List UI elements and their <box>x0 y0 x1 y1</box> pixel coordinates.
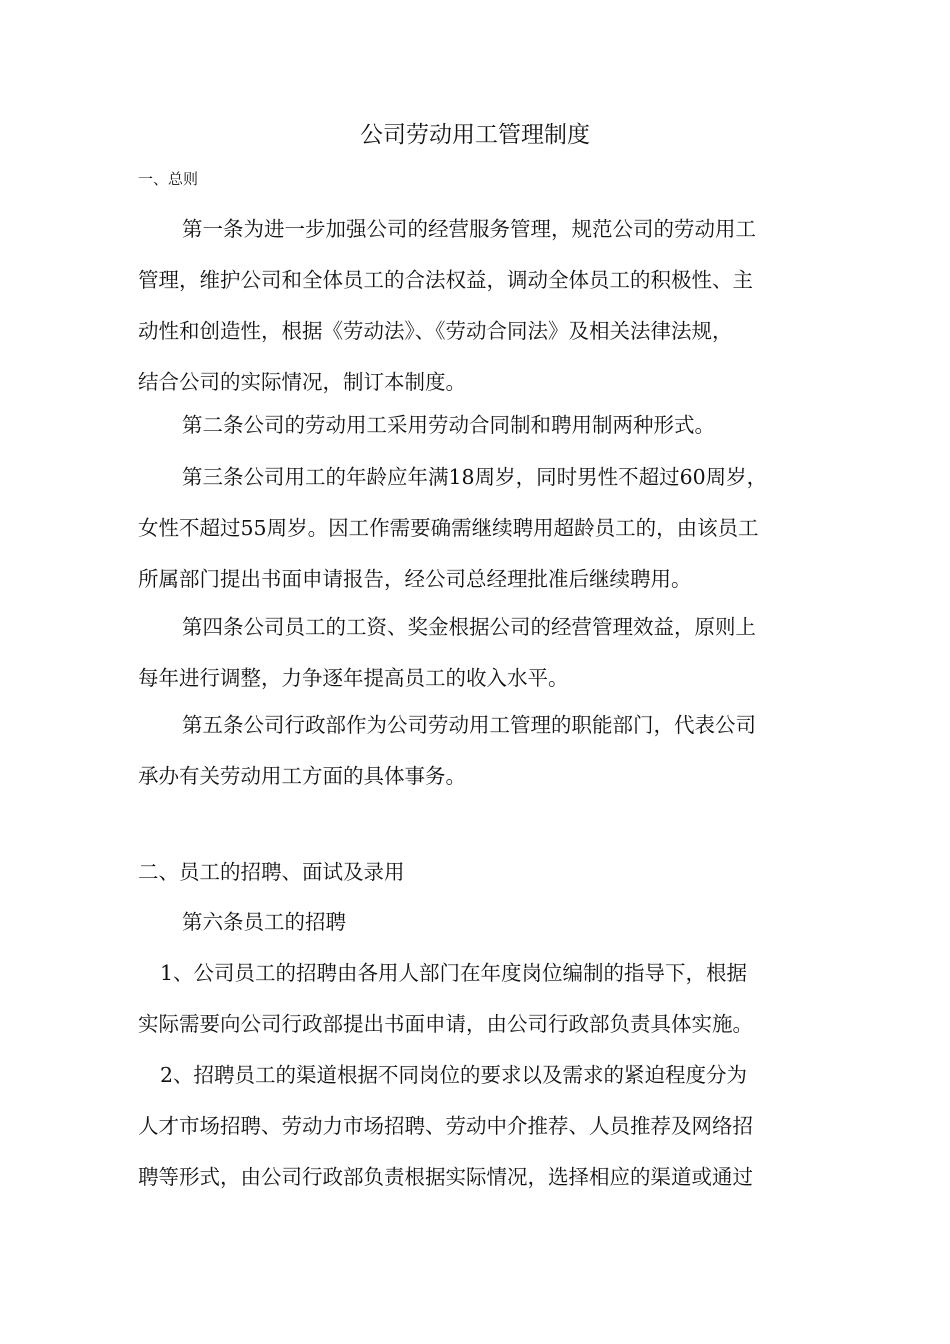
article-3-line: 女性不超过55周岁。因工作需要确需继续聘用超龄员工的，由该员工 <box>138 516 759 540</box>
item-2-line: 2、招聘员工的渠道根据不同岗位的要求以及需求的紧迫程度分为 <box>160 1063 748 1087</box>
article-5-line: 承办有关劳动用工方面的具体事务。 <box>138 764 466 788</box>
article-1-line: 动性和创造性，根据《劳动法》、《劳动合同法》及相关法律法规， <box>138 319 733 343</box>
item-1 <box>138 948 822 1050</box>
article-4 <box>138 602 822 704</box>
article-1 <box>138 204 822 408</box>
item-2 <box>138 1050 822 1203</box>
section-heading-recruitment <box>138 847 822 898</box>
article-2-line: 第二条公司的劳动用工采用劳动合同制和聘用制两种形式。 <box>182 413 715 437</box>
article-1-line: 管理，维护公司和全体员工的合法权益，调动全体员工的积极性、主 <box>138 268 753 292</box>
item-2-line: 人才市场招聘、劳动力市场招聘、劳动中介推荐、人员推荐及网络招 <box>138 1114 753 1138</box>
article-1-line: 第一条为进一步加强公司的经营服务管理，规范公司的劳动用工 <box>182 217 756 241</box>
section-heading-general: 一、总则 <box>138 170 199 188</box>
article-5 <box>138 700 822 802</box>
article-5-line: 第五条公司行政部作为公司劳动用工管理的职能部门，代表公司 <box>182 713 756 737</box>
article-6-heading <box>138 897 822 948</box>
article-3-line: 所属部门提出书面申请报告，经公司总经理批准后继续聘用。 <box>138 567 692 591</box>
article-2 <box>138 400 822 451</box>
document-title: 公司劳动用工管理制度 <box>360 122 590 148</box>
item-1-line: 实际需要向公司行政部提出书面申请，由公司行政部负责具体实施。 <box>138 1012 753 1036</box>
article-3 <box>138 452 822 605</box>
article-1-line: 结合公司的实际情况，制订本制度。 <box>138 370 466 394</box>
article-4-line: 每年进行调整，力争逐年提高员工的收入水平。 <box>138 666 569 690</box>
article-4-line: 第四条公司员工的工资、奖金根据公司的经营管理效益，原则上 <box>182 615 756 639</box>
item-1-line: 1、公司员工的招聘由各用人部门在年度岗位编制的指导下，根据 <box>160 961 748 985</box>
article-6-heading-text: 第六条员工的招聘 <box>182 910 346 934</box>
section-heading-text: 二、员工的招聘、面试及录用 <box>138 860 405 884</box>
item-2-line: 聘等形式，由公司行政部负责根据实际情况，选择相应的渠道或通过 <box>138 1165 753 1189</box>
article-3-line: 第三条公司用工的年龄应年满18周岁，同时男性不超过60周岁， <box>182 465 768 489</box>
